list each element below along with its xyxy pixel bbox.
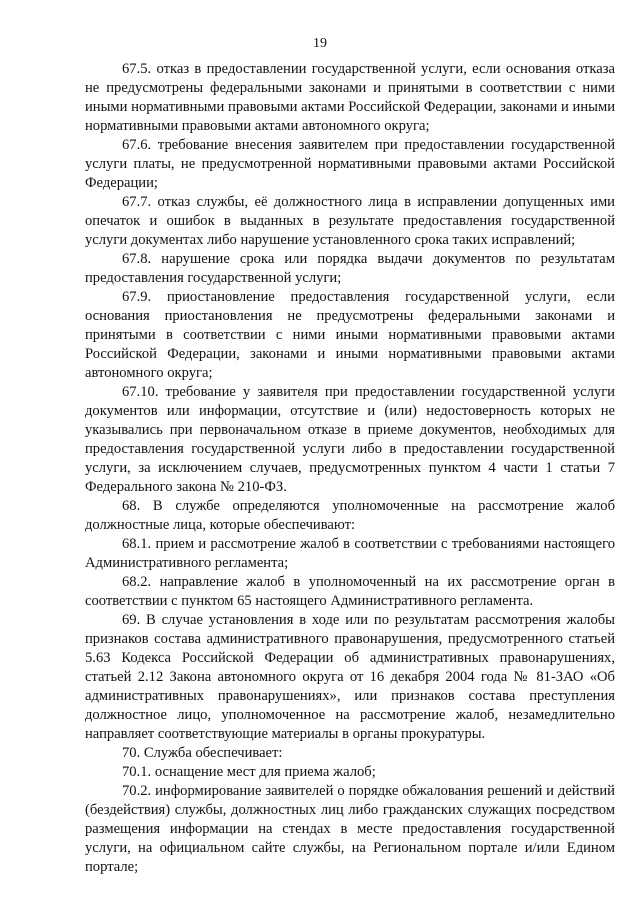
paragraph-67-8: 67.8. нарушение срока или порядка выдачи документов по результатам предоставления государственной услуги; xyxy=(85,251,615,286)
paragraph-68-1: 68.1. прием и рассмотрение жалоб в соответствии с требованиями настоящего Административного регламента; xyxy=(85,536,615,571)
paragraph-67-10: 67.10. требование у заявителя при предоставлении государственной услуги документов или информации, отсутствие и (или) недостоверность которых не указывались при первоначальном отказе в приеме документов, необходимых для предоставления государственной услуги либо в предоставлении государственной услуги, за исключением случаев, предусмотренных пунктом 4 части 1 статьи 7 Федерального закона № 210-ФЗ. xyxy=(85,384,615,495)
paragraph-67-5: 67.5. отказ в предоставлении государственной услуги, если основания отказа не предусмотрены федеральными законами и принятыми в соответствии с ними иными нормативными правовыми актами Российской Федерации, законами и иными нормативными правовыми актами автономного округа; xyxy=(85,61,615,134)
paragraph-67-6: 67.6. требование внесения заявителем при предоставлении государственной услуги платы, не предусмотренной нормативными правовыми актами Российской Федерации; xyxy=(85,137,615,191)
paragraph-70-2: 70.2. информирование заявителей о порядке обжалования решений и действий (бездействия) службы, должностных лиц либо гражданских служащих посредством размещения информации на стендах в месте предоставления государственной услуги, на официальном сайте службы, на Региональном портале и/или Едином портале; xyxy=(85,783,615,875)
paragraph-68: 68. В службе определяются уполномоченные на рассмотрение жалоб должностные лица, которые обеспечивают: xyxy=(85,498,615,533)
paragraph-70: 70. Служба обеспечивает: xyxy=(122,745,283,761)
paragraph-69: 69. В случае установления в ходе или по результатам рассмотрения жалобы признаков состава административного правонарушения, предусмотренного статьей 5.63 Кодекса Российской Федерации об административных правонарушениях, статьей 2.12 Закона автономного округа от 16 декабря 2004 года № 81-ЗАО «Об административных правонарушениях», или признаков состава преступления должностное лицо, уполномоченное на рассмотрение жалоб, незамедлительно направляет соответствующие материалы в органы прокуратуры. xyxy=(85,612,615,742)
document-body xyxy=(85,60,615,877)
page-number: 19 xyxy=(313,36,327,51)
paragraph-68-2: 68.2. направление жалоб в уполномоченный на их рассмотрение орган в соответствии с пунктом 65 настоящего Административного регламента. xyxy=(85,574,615,609)
paragraph-67-7: 67.7. отказ службы, её должностного лица в исправлении допущенных ими опечаток и ошибок в выданных в результате предоставления государственной услуги документах либо нарушение установленного срока таких исправлений; xyxy=(85,194,615,248)
paragraph-67-9: 67.9. приостановление предоставления государственной услуги, если основания приостановления не предусмотрены федеральными законами и принятыми в соответствии с ними иными нормативными правовыми актами Российской Федерации, законами и иными нормативными правовыми актами автономного округа; xyxy=(85,289,615,381)
paragraph-70-1: 70.1. оснащение мест для приема жалоб; xyxy=(122,764,376,780)
